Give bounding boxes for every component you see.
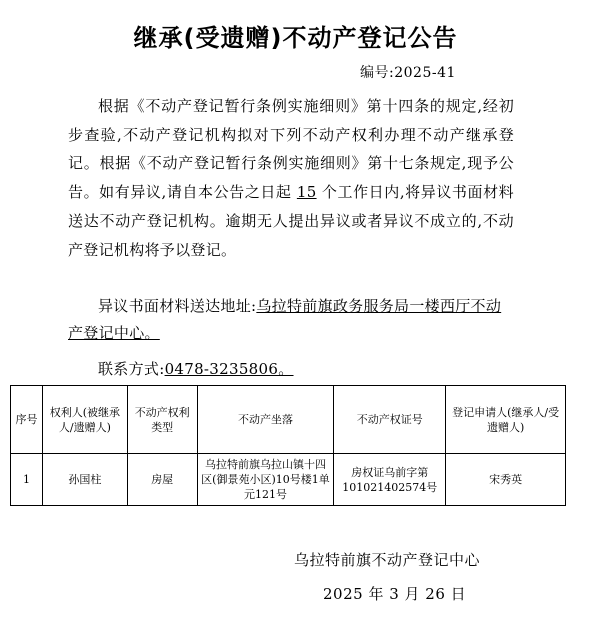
cell-serial: 1	[11, 454, 43, 506]
paragraph-text-start: 根据《不动产登记暂行条例实施细则》第十四条的规定,经初步查验,不动产登记机构拟对下列不动产权利办理不动产继承登记。根据《不动产登记暂行条例实施细则》第十七条规定,现予公告。如有异议,请自本公告之日起	[68, 97, 514, 202]
cell-location: 乌拉特前旗乌拉山镇十四区(御景苑小区)10号楼1单元121号	[197, 454, 334, 506]
header-location: 不动产坐落	[197, 386, 334, 454]
objection-address	[68, 293, 514, 347]
contact-info	[98, 358, 294, 379]
issue-date: 2025 年 3 月 26 日	[323, 585, 467, 603]
contact-label: 联系方式:	[98, 360, 165, 378]
cell-applicant: 宋秀英	[446, 454, 566, 506]
header-right-holder: 权利人(被继承人/遗赠人)	[42, 386, 127, 454]
cell-certificate-number: 房权证乌前字第101021402574号	[334, 454, 446, 506]
registration-table	[10, 385, 566, 506]
address-label: 异议书面材料送达地址:	[98, 297, 257, 315]
working-days-count: 15	[296, 183, 317, 202]
address-value: 乌拉特前旗政务服务局一楼西厅不动产登记中心。	[68, 297, 502, 342]
cell-right-holder: 孙国柱	[42, 454, 127, 506]
header-serial: 序号	[11, 386, 43, 454]
issuer-name: 乌拉特前旗不动产登记中心	[294, 551, 481, 569]
document-number: 编号:2025-41	[360, 65, 456, 81]
cell-right-type: 房屋	[127, 454, 197, 506]
notice-title: 继承(受遗赠)不动产登记公告	[133, 24, 458, 52]
paragraph-text-end: 个工作日内,将异议书面材料送达不动产登记机构。逾期无人提出异议或者异议不成立的,不动产登记机构将予以登记。	[68, 183, 514, 259]
contact-phone: 0478-3235806。	[164, 360, 294, 378]
header-right-type: 不动产权利类型	[127, 386, 197, 454]
table-row	[11, 454, 566, 506]
notice-paragraph	[68, 92, 514, 264]
header-certificate-number: 不动产权证号	[334, 386, 446, 454]
table-header-row	[11, 386, 566, 454]
header-applicant: 登记申请人(继承人/受遗赠人)	[446, 386, 566, 454]
